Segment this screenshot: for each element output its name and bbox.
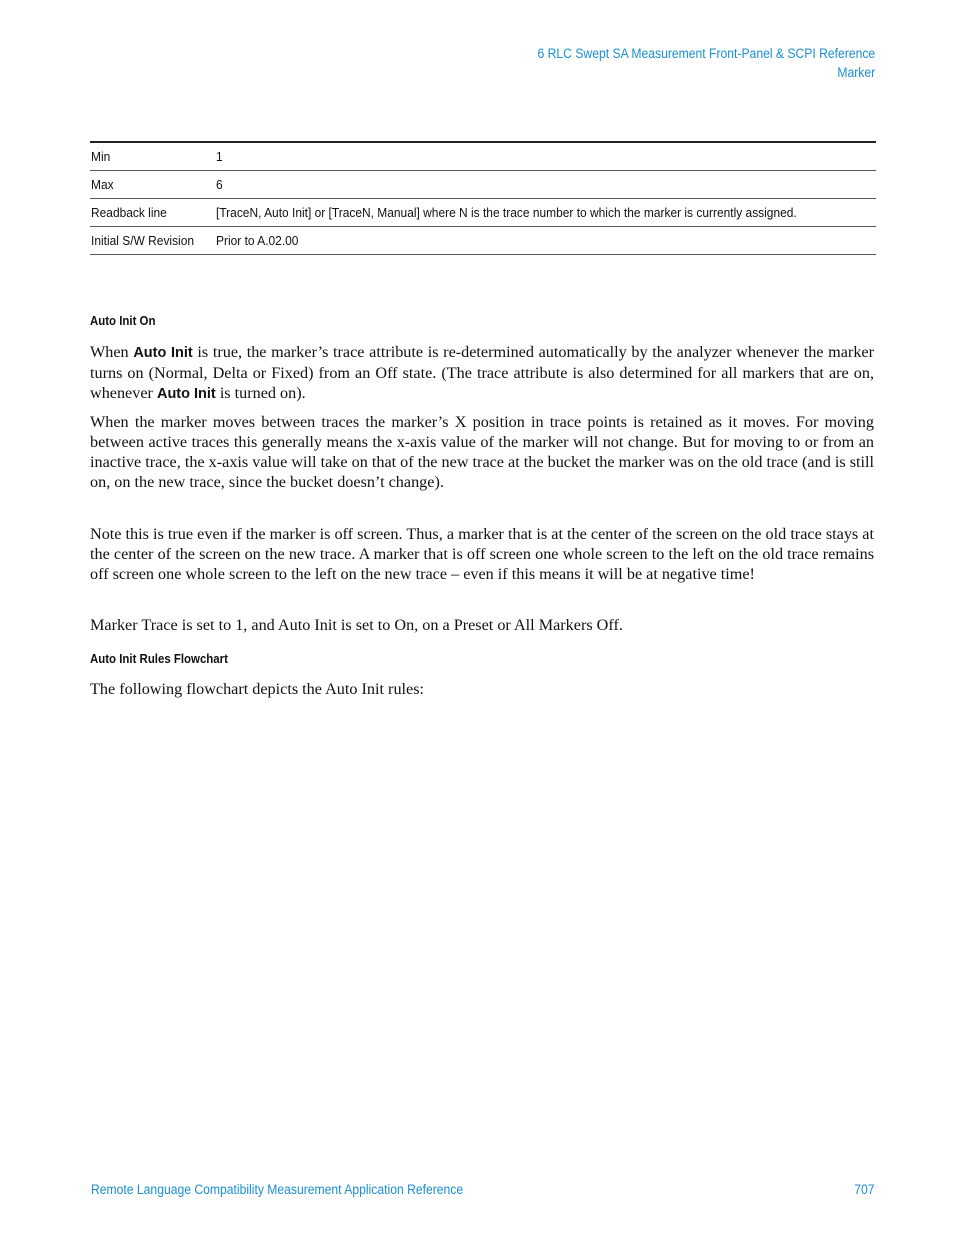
footer-document-title: Remote Language Compatibility Measurement Application Reference (91, 1182, 464, 1197)
parameter-table (90, 141, 876, 255)
paragraph-preset-note: Marker Trace is set to 1, and Auto Init is set to On, on a Preset or All Markers Off. (90, 616, 623, 634)
keyword-auto-init: Auto Init (133, 345, 193, 361)
table-cell-label: Readback line (90, 199, 215, 227)
section-heading-auto-init-on: Auto Init On (90, 313, 156, 328)
table-cell-value: 1 (215, 142, 876, 171)
table-cell-label: Max (90, 171, 215, 199)
chapter-title: 6 RLC Swept SA Measurement Front-Panel & SCPI Reference (537, 46, 875, 61)
running-header (537, 44, 875, 82)
table-row (90, 227, 876, 255)
paragraph-marker-moves: When the marker moves between traces the marker’s X position in trace points is retained as it moves. For moving between active traces this generally means the x-axis value of the marker will not change. But for moving to or from an inactive trace, the x-axis value will take on that of the new trace at the bucket the marker was on the old trace (and is still on, on the new trace, since the bucket doesn’t change). (90, 413, 874, 491)
table-cell-value: Prior to A.02.00 (215, 227, 876, 255)
table-cell-label: Initial S/W Revision (90, 227, 215, 255)
table-row (90, 142, 876, 171)
table-row (90, 199, 876, 227)
keyword-auto-init: Auto Init (156, 386, 216, 402)
paragraph-auto-init-description: When Auto Init is true, the marker’s trace attribute is re-determined automatically by the analyzer whenever the marker turns on (Normal, Delta or Fixed) from an Off state. (The trace attribute is also determined for all markers that are on, whenever Auto Init is turned on). (90, 343, 874, 402)
paragraph-off-screen-note: Note this is true even if the marker is off screen. Thus, a marker that is at the center of the screen on the old trace stays at the center of the screen on the new trace. A marker that is off screen one whole screen to the left on the old trace remains off screen one whole screen to the left on the new trace – even if this means it will be at negative time! (90, 525, 874, 583)
section-heading-flowchart: Auto Init Rules Flowchart (90, 651, 228, 666)
paragraph-flowchart-intro: The following flowchart depicts the Auto Init rules: (90, 680, 425, 698)
running-footer (91, 1182, 875, 1197)
section-title: Marker (837, 65, 875, 80)
table-row (90, 171, 876, 199)
table-cell-label: Min (90, 142, 215, 171)
page-number: 707 (854, 1182, 875, 1197)
table-cell-value: [TraceN, Auto Init] or [TraceN, Manual] where N is the trace number to which the marker is currently assigned. (215, 199, 876, 227)
table-cell-value: 6 (215, 171, 876, 199)
